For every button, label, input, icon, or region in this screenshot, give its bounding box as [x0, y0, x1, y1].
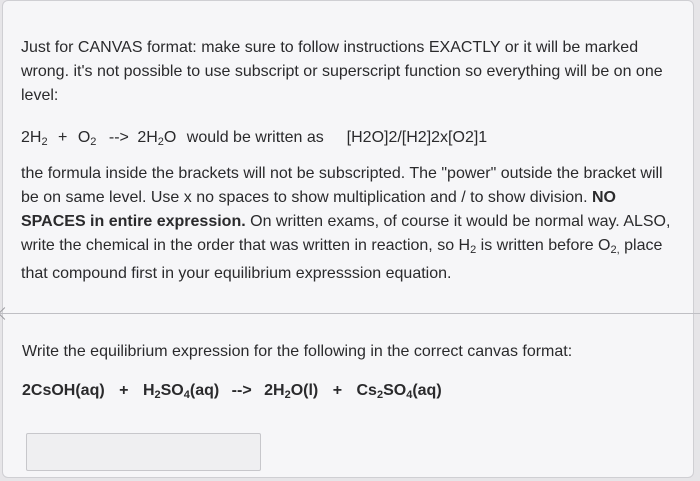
- example-arrow: -->: [108, 129, 129, 146]
- reaction-arrow: -->: [231, 382, 252, 399]
- section-divider: [0, 313, 700, 314]
- reaction-equation: [22, 382, 442, 401]
- reactant-h2so4: $H_2SO_4(aq)$: [142, 382, 220, 401]
- example-reactant-o2: $O_2$: [77, 129, 97, 148]
- format-example: [21, 126, 487, 154]
- product-h2o: $2H_2O(l)$: [264, 382, 319, 401]
- instructions-paragraph: Just for CANVAS format: make sure to follow instructions EXACTLY or it will be marked wrong. it's not possible to use subscript or superscript function so everything will be on one level:: [21, 39, 663, 104]
- example-reactant-h2: $2H_2$: [21, 129, 48, 148]
- no-spaces-emphasis: NO SPACES in entire expression.: [21, 189, 616, 230]
- example-product-h2o: $2H_2O$: [137, 129, 177, 148]
- example-plus: +: [58, 129, 68, 146]
- answer-input[interactable]: [26, 433, 261, 471]
- reactant-csoh: 2CsOH(aq): [22, 382, 105, 399]
- example-would-be-text: would be written as: [186, 129, 324, 146]
- example-canvas-format: [H2O]2/[H2]2x[O2]1: [346, 129, 488, 146]
- plus-sign: +: [119, 382, 129, 399]
- plus-sign: +: [332, 382, 343, 399]
- rules-paragraph: the formula inside the brackets will not be subscripted. The "power" outside the bracket will be on same level. Use x no spaces to show multiplication and / to show division. NO SPACES in entire expression. On written exams, of course it would be normal way. ALSO, write the chemical in the order that was written in reaction, so $H_2$ is written before $O_{2,}$ place that compound first in your equilibrium expresssion equation.: [21, 165, 671, 282]
- product-cs2so4: $Cs_2SO_4(aq)$: [356, 382, 442, 401]
- question-prompt: Write the equilibrium expression for the following in the correct canvas format:: [22, 343, 573, 360]
